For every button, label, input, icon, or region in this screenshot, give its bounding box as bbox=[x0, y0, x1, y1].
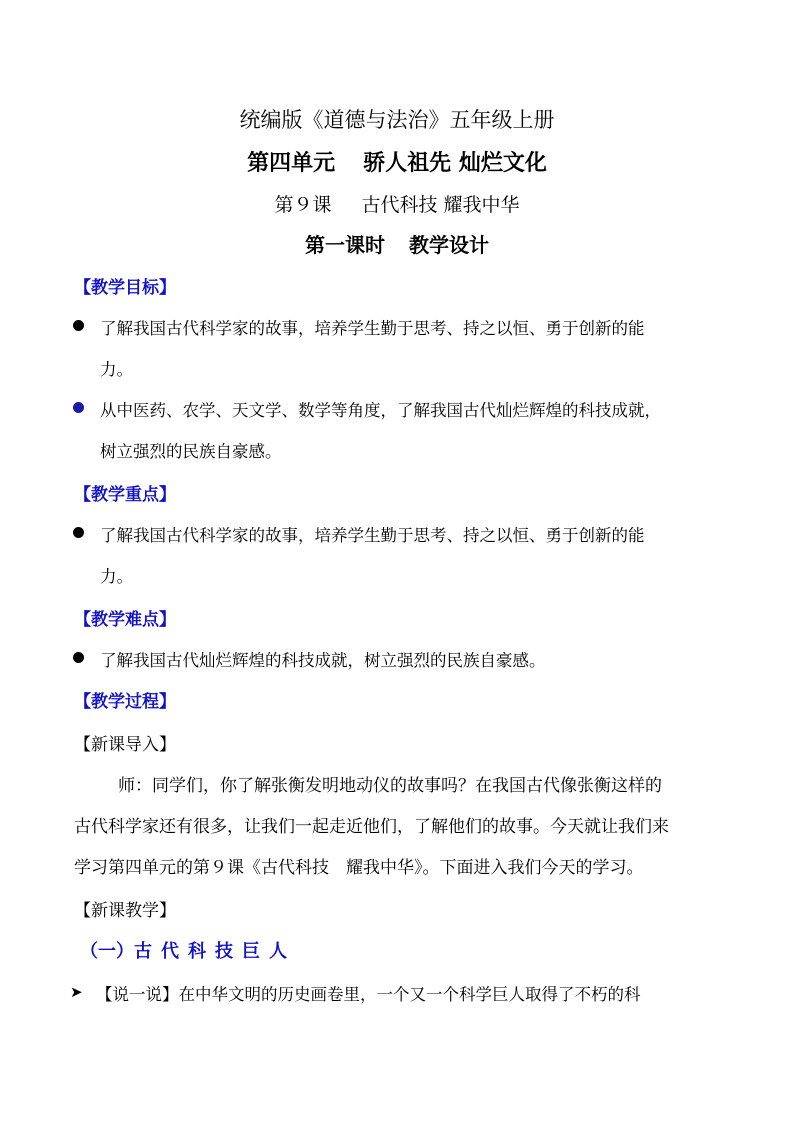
lesson-number: 第９课 bbox=[274, 194, 332, 216]
unit-name: 骄人祖先 灿烂文化 bbox=[363, 151, 547, 176]
key-points-heading: 【教学重点】 bbox=[74, 485, 176, 505]
goal-1-line-1: 了解我国古代科学家的故事，培养学生勤于思考、持之以恒、勇于创新的能 bbox=[100, 319, 645, 338]
teaching-heading: 【新课教学】 bbox=[74, 901, 176, 921]
document-title: 统编版《道德与法治》五年级上册 bbox=[239, 108, 555, 132]
process-heading: 【教学过程】 bbox=[74, 692, 176, 712]
intro-line-3: 学习第四单元的第９课《古代科技 耀我中华》。下面进入我们今天的学习。 bbox=[74, 858, 644, 878]
unit-title bbox=[0, 146, 794, 177]
goal-2-line-1: 从中医药、农学、天文学、数学等角度，了解我国古代灿烂辉煌的科技成就， bbox=[100, 401, 661, 420]
key-point-1-line-2: 力。 bbox=[100, 567, 133, 586]
activity-line: 【说一说】在中华文明的历史画卷里，一个又一个科学巨人取得了不朽的科 bbox=[96, 985, 641, 1004]
period-number: 第一课时 bbox=[305, 233, 385, 257]
goals-heading: 【教学目标】 bbox=[74, 278, 176, 298]
intro-line-2: 古代科学家还有很多，让我们一起走近他们，了解他们的故事。今天就让我们来 bbox=[74, 817, 669, 837]
goal-1-line-2: 力。 bbox=[100, 360, 133, 379]
period-type: 教学设计 bbox=[409, 233, 489, 257]
key-point-1-line-1: 了解我国古代科学家的故事，培养学生勤于思考、持之以恒、勇于创新的能 bbox=[100, 526, 645, 545]
section-heading bbox=[80, 937, 296, 963]
bullet-icon bbox=[73, 652, 84, 663]
unit-number: 第四单元 bbox=[247, 151, 336, 176]
arrow-bullet-icon: ➤ bbox=[70, 983, 83, 1001]
bullet-icon bbox=[73, 402, 84, 413]
lesson-title bbox=[0, 190, 794, 217]
difficulty-1-line-1: 了解我国古代灿烂辉煌的科技成就，树立强烈的民族自豪感。 bbox=[100, 651, 546, 670]
intro-heading: 【新课导入】 bbox=[74, 735, 176, 755]
goal-2-line-2: 树立强烈的民族自豪感。 bbox=[100, 442, 282, 461]
intro-line-1: 师：同学们，你了解张衡发明地动仪的故事吗？在我国古代像张衡这样的 bbox=[118, 776, 662, 796]
period-title bbox=[0, 229, 794, 258]
difficulties-heading: 【教学难点】 bbox=[74, 610, 176, 630]
lesson-name: 古代科技 耀我中华 bbox=[361, 194, 520, 216]
section-number: （一） bbox=[80, 941, 134, 962]
section-title: 古代科技巨人 bbox=[134, 941, 296, 962]
bullet-icon bbox=[73, 320, 84, 331]
bullet-icon bbox=[73, 527, 84, 538]
